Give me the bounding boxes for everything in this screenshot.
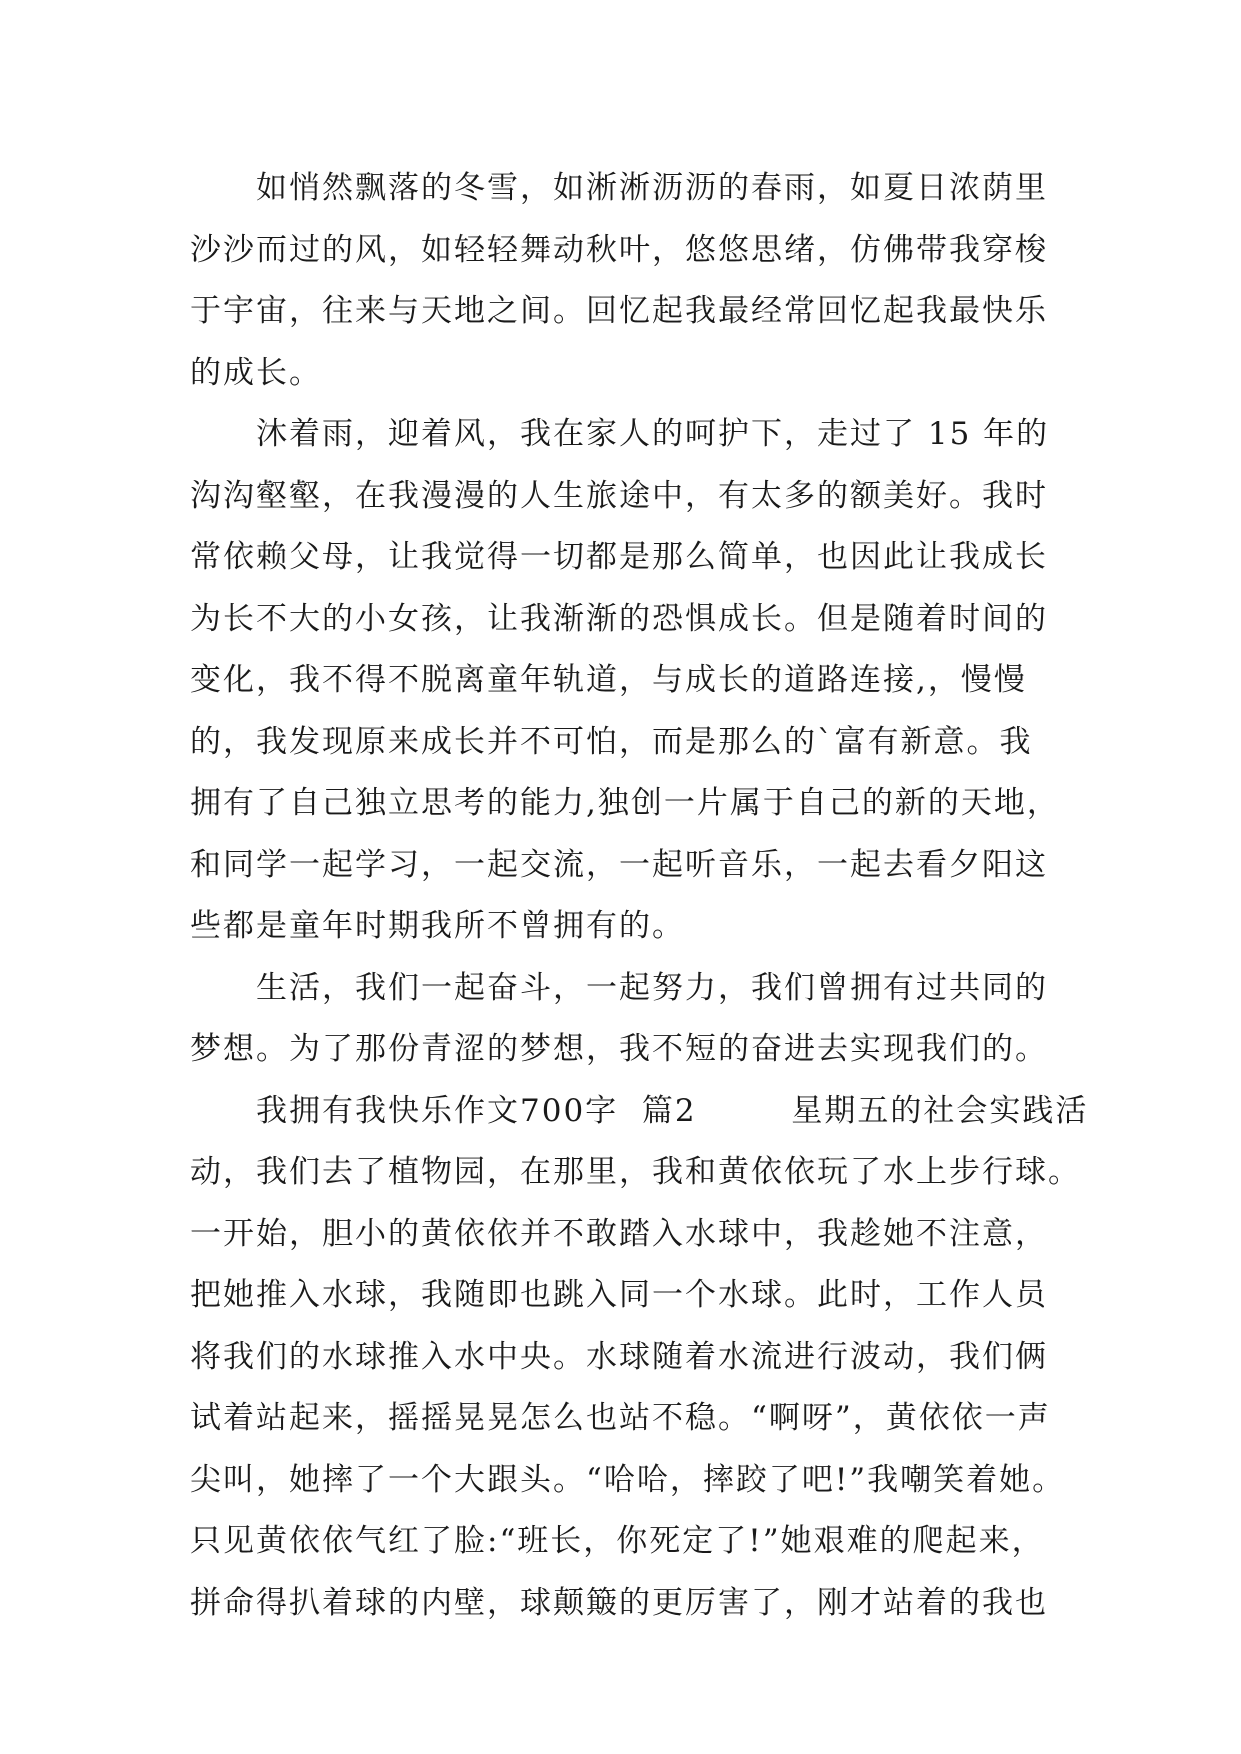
text-line: 的成长。 <box>190 354 322 391</box>
text-line: 变化，我不得不脱离童年轨道，与成长的道路连接,，慢慢 <box>190 662 1027 698</box>
text-line: 将我们的水球推入水中央。水球随着水流进行波动，我们俩 <box>190 1338 1048 1375</box>
text-line: 沙沙而过的风，如轻轻舞动秋叶，悠悠思绪，仿佛带我穿梭 <box>190 231 1048 268</box>
text-line: 沐着雨，迎着风，我在家人的呵护下，走过了 15 年的 <box>256 416 1050 452</box>
text-line: 和同学一起学习，一起交流，一起听音乐，一起去看夕阳这 <box>190 846 1048 883</box>
text-line: 于宇宙，往来与天地之间。回忆起我最经常回忆起我最快乐 <box>190 293 1048 329</box>
body-text <box>190 158 1089 1634</box>
text-line: 如悄然飘落的冬雪，如淅淅沥沥的春雨，如夏日浓荫里 <box>256 170 1048 206</box>
text-line: 梦想。为了那份青涩的梦想，我不短的奋进去实现我们的。 <box>190 1031 1048 1067</box>
text-line: 拥有了自己独立思考的能力,独创一片属于自己的新的天地， <box>190 785 1060 821</box>
text-line: 常依赖父母，让我觉得一切都是那么简单，也因此让我成长 <box>190 539 1048 575</box>
text-line: 只见黄依依气红了脸:“班长，你死定了!”她艰难的爬起来， <box>190 1523 1045 1559</box>
text-line: 动，我们去了植物园，在那里，我和黄依依玩了水上步行球。 <box>190 1154 1081 1190</box>
text-line: 为长不大的小女孩，让我渐渐的恐惧成长。但是随着时间的 <box>190 600 1048 637</box>
text-line: 沟沟壑壑，在我漫漫的人生旅途中，有太多的额美好。我时 <box>190 477 1048 514</box>
text-line: 生活，我们一起奋斗，一起努力，我们曾拥有过共同的 <box>256 969 1048 1006</box>
text-line: 一开始，胆小的黄依依并不敢踏入水球中，我趁她不注意， <box>190 1215 1048 1252</box>
text-line: 把她推入水球，我随即也跳入同一个水球。此时，工作人员 <box>190 1277 1048 1313</box>
text-line: 拼命得扒着球的内壁，球颠簸的更厉害了，刚才站着的我也 <box>190 1584 1048 1621</box>
text-line: 我拥有我快乐作文700字 篇2 星期五的社会实践活 <box>256 1092 1089 1129</box>
text-line: 些都是童年时期我所不曾拥有的。 <box>190 908 685 944</box>
text-line: 尖叫，她摔了一个大跟头。“哈哈，摔跤了吧!”我嘲笑着她。 <box>190 1461 1066 1498</box>
text-line: 试着站起来，摇摇晃晃怎么也站不稳。“啊呀”，黄依依一声 <box>190 1400 1051 1436</box>
text-line: 的，我发现原来成长并不可怕，而是那么的`富有新意。我 <box>190 723 1033 760</box>
